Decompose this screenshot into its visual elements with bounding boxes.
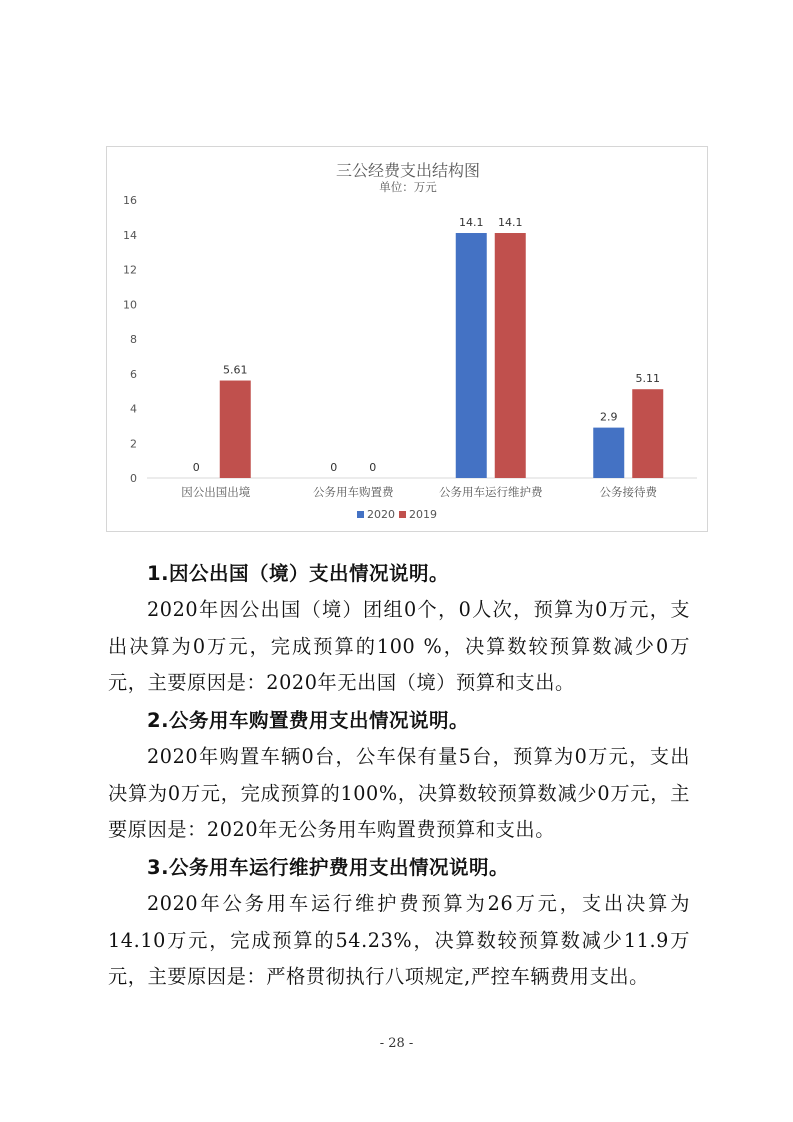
legend-swatch-2020: [357, 511, 364, 518]
x-tick-label: 公务用车购置费: [313, 485, 394, 499]
bar-2019: [632, 389, 663, 478]
y-tick-label: 10: [123, 298, 137, 312]
section-2-heading: 2.公务用车购置费用支出情况说明。: [147, 709, 469, 732]
y-tick-label: 6: [130, 367, 137, 381]
bar-2020: [593, 428, 624, 478]
x-tick-label: 因公出国出境: [181, 485, 251, 499]
data-label-2020: 0: [330, 461, 338, 474]
section-1-body: 2020年因公出国（境）团组0个，0人次，预算为0万元，支出决算为0万元，完成预算的100 %，决算数较预算数减少0万元，主要原因是：2020年无出国（境）预算和支出。: [108, 598, 690, 695]
legend-label-2019: 2019: [409, 508, 437, 521]
x-tick-label: 公务接待费: [599, 485, 657, 499]
y-tick-label: 14: [123, 228, 137, 242]
data-label-2020: 0: [192, 461, 200, 474]
x-tick-label: 公务用车运行维护费: [439, 485, 543, 499]
expense-structure-chart: [106, 146, 708, 532]
bar-chart-svg: [107, 147, 709, 533]
data-label-2020: 2.9: [600, 410, 618, 424]
data-label-2020: 14.1: [459, 216, 484, 230]
section-3-body: 2020年公务用车运行维护费预算为26万元，支出决算为14.10万元，完成预算的54.23%，决算数较预算数减少11.9万元，主要原因是：严格贯彻执行八项规定,严控车辆费用支出。: [108, 892, 690, 989]
section-3-heading: 3.公务用车运行维护费用支出情况说明。: [147, 856, 509, 879]
legend-swatch-2019: [399, 511, 406, 518]
data-label-2019: 14.1: [498, 216, 523, 230]
section-2-body: 2020年购置车辆0台，公车保有量5台，预算为0万元，支出决算为0万元，完成预算的100%，决算数较预算数减少0万元，主要原因是：2020年无公务用车购置费预算和支出。: [108, 745, 690, 842]
y-tick-label: 4: [130, 402, 137, 416]
chart-title: 三公经费支出结构图: [335, 161, 481, 180]
chart-subtitle: 单位：万元: [379, 180, 437, 194]
y-tick-label: 0: [130, 472, 137, 485]
bar-2020: [456, 233, 487, 478]
y-tick-label: 16: [123, 194, 137, 207]
bar-2019: [495, 233, 526, 478]
y-tick-label: 8: [130, 333, 137, 346]
legend-label-2020: 2020: [367, 508, 395, 521]
y-tick-label: 12: [123, 263, 137, 277]
data-label-2019: 0: [369, 461, 377, 474]
y-tick-label: 2: [130, 437, 137, 451]
section-1-heading: 1.因公出国（境）支出情况说明。: [147, 562, 449, 585]
page-number: - 28 -: [379, 1036, 414, 1051]
data-label-2019: 5.11: [635, 372, 660, 386]
bar-2019: [220, 381, 251, 478]
data-label-2019: 5.61: [223, 363, 248, 377]
